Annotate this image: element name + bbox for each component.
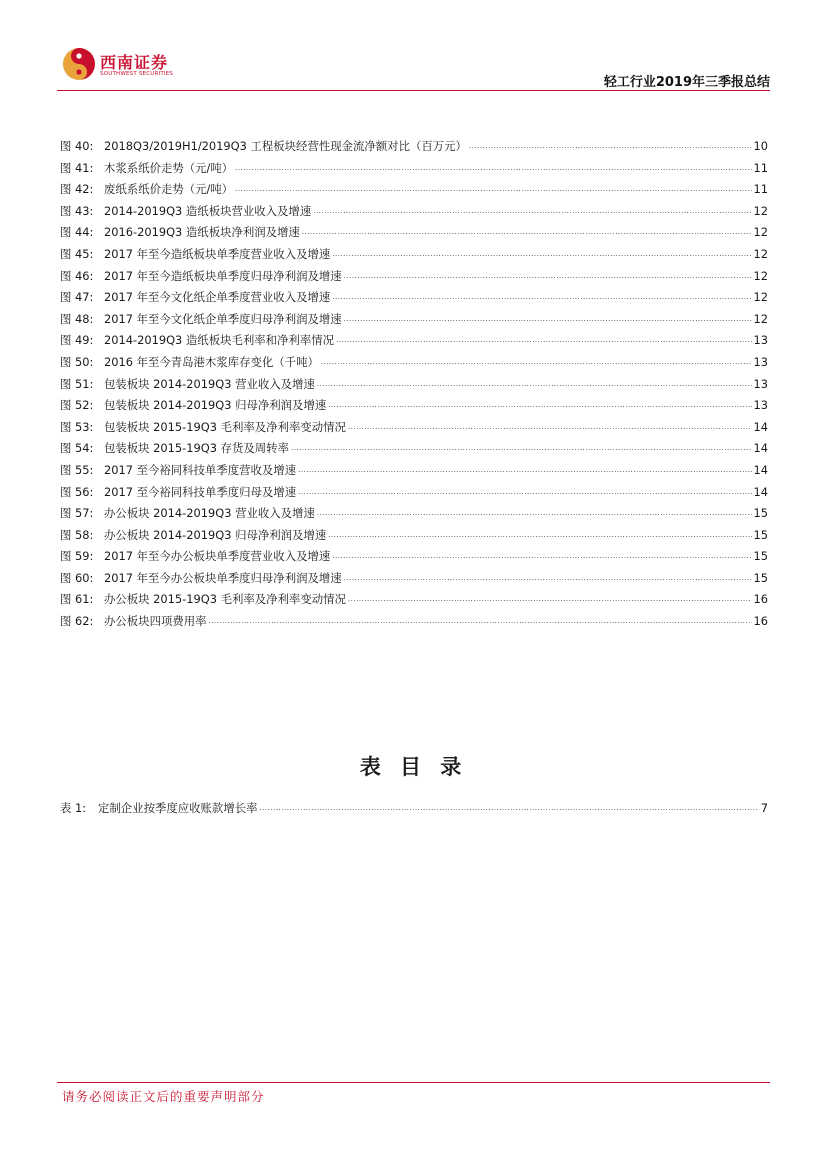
logo-text-cn: 西南证券 [100, 53, 169, 72]
toc-entry[interactable] [60, 311, 768, 333]
toc-entry[interactable] [60, 376, 768, 398]
toc-entry-title: 2017 年至今文化纸企单季度营业收入及增速 [104, 290, 331, 305]
toc-leader-dots [313, 202, 751, 216]
footer-divider [57, 1082, 770, 1083]
toc-entry-title: 包装板块 2014-2019Q3 营业收入及增速 [104, 376, 315, 391]
toc-entry[interactable] [60, 289, 768, 311]
toc-entry-title: 2017 年至今造纸板块单季度归母净利润及增速 [104, 268, 342, 283]
toc-entry-title: 包装板块 2014-2019Q3 归母净利润及增速 [104, 398, 327, 413]
toc-entry-number: 图 42: [60, 182, 94, 197]
toc-entry-number: 图 50: [60, 354, 94, 369]
toc-entry-number: 图 47: [60, 290, 94, 305]
toc-entry-number: 图 55: [60, 462, 94, 477]
toc-entry-title: 2017 至今裕同科技单季度归母及增速 [104, 484, 297, 499]
toc-entry-page: 15 [753, 570, 768, 585]
toc-entry-page: 11 [753, 182, 768, 197]
toc-entry[interactable] [60, 332, 768, 354]
toc-entry-page: 14 [753, 419, 768, 434]
toc-entry-title: 办公板块 2015-19Q3 毛利率及净利率变动情况 [104, 592, 346, 607]
toc-entry-number: 图 54: [60, 441, 94, 456]
toc-leader-dots [344, 267, 752, 281]
toc-entry-number: 图 46: [60, 268, 94, 283]
toc-leader-dots [348, 418, 752, 432]
toc-entry[interactable] [60, 246, 768, 268]
toc-entry[interactable] [60, 613, 768, 635]
toc-leader-dots [259, 799, 758, 813]
toc-entry-page: 10 [753, 139, 768, 153]
toc-entry-number: 图 45: [60, 246, 94, 261]
toc-entry[interactable] [60, 484, 768, 506]
toc-entry[interactable] [60, 354, 768, 376]
toc-entry-page: 14 [753, 462, 768, 477]
toc-entry-title: 办公板块四项费用率 [104, 614, 207, 629]
toc-entry[interactable] [60, 138, 768, 160]
toc-entry-title: 办公板块 2014-2019Q3 归母净利润及增速 [104, 527, 327, 542]
toc-leader-dots [328, 396, 751, 410]
toc-leader-dots [317, 375, 752, 389]
toc-entry[interactable] [60, 397, 768, 419]
toc-leader-dots [336, 331, 752, 345]
toc-entry-title: 包装板块 2015-19Q3 毛利率及净利率变动情况 [104, 419, 346, 434]
logo-text-en: SOUTHWEST SECURITIES [100, 71, 174, 77]
toc-entry-number: 图 61: [60, 592, 94, 607]
toc-entry[interactable] [60, 527, 768, 549]
toc-entry[interactable] [60, 800, 768, 822]
toc-entry-title: 2017 年至今办公板块单季度归母净利润及增速 [104, 570, 342, 585]
toc-entry[interactable] [60, 462, 768, 484]
toc-entry-title: 定制企业按季度应收账款增长率 [98, 801, 258, 815]
page-header [0, 0, 827, 95]
toc-entry-page: 11 [753, 160, 768, 175]
toc-entry-title: 木浆系纸价走势（元/吨） [104, 160, 234, 175]
toc-entry[interactable] [60, 505, 768, 527]
toc-leader-dots [302, 223, 752, 237]
toc-entry-page: 13 [753, 376, 768, 391]
toc-entry-number: 图 51: [60, 376, 94, 391]
toc-entry-page: 12 [753, 311, 768, 326]
toc-entry[interactable] [60, 419, 768, 441]
toc-entry-number: 图 44: [60, 225, 94, 240]
toc-entry-page: 7 [760, 801, 768, 815]
toc-entry-page: 16 [753, 592, 768, 607]
toc-entry-page: 12 [753, 225, 768, 240]
toc-leader-dots [298, 483, 751, 497]
toc-entry-number: 图 43: [60, 203, 94, 218]
toc-entry[interactable] [60, 268, 768, 290]
toc-entry-number: 图 48: [60, 311, 94, 326]
toc-entry[interactable] [60, 548, 768, 570]
toc-entry-title: 2017 至今裕同科技单季度营收及增速 [104, 462, 297, 477]
toc-entry-number: 图 57: [60, 506, 94, 521]
toc-leader-dots [469, 137, 752, 151]
toc-entry[interactable] [60, 591, 768, 613]
toc-entry-title: 办公板块 2014-2019Q3 营业收入及增速 [104, 506, 315, 521]
toc-entry-number: 图 56: [60, 484, 94, 499]
report-title: 轻工行业2019年三季报总结 [603, 75, 770, 90]
toc-entry-title: 2014-2019Q3 造纸板块毛利率和净利率情况 [104, 333, 334, 348]
toc-leader-dots [235, 180, 751, 194]
toc-entry-number: 图 52: [60, 398, 94, 413]
toc-entry[interactable] [60, 160, 768, 182]
toc-entry[interactable] [60, 570, 768, 592]
toc-leader-dots [209, 612, 752, 626]
toc-leader-dots [332, 245, 751, 259]
toc-entry-page: 12 [753, 268, 768, 283]
footer-disclaimer: 请务必阅读正文后的重要声明部分 [62, 1089, 265, 1104]
toc-entry-number: 图 49: [60, 333, 94, 348]
toc-entry-title: 2017 年至今造纸板块单季度营业收入及增速 [104, 246, 331, 261]
southwest-securities-logo-icon [62, 47, 96, 81]
toc-entry-number: 图 58: [60, 527, 94, 542]
figure-list [60, 138, 768, 635]
company-logo [62, 47, 172, 83]
toc-entry-title: 2016 年至今青岛港木浆库存变化（千吨） [104, 354, 319, 369]
toc-entry-page: 14 [753, 484, 768, 499]
toc-entry-number: 图 41: [60, 160, 94, 175]
toc-entry-page: 15 [753, 506, 768, 521]
toc-entry-title: 2014-2019Q3 造纸板块营业收入及增速 [104, 203, 312, 218]
toc-entry[interactable] [60, 181, 768, 203]
toc-entry-page: 15 [753, 527, 768, 542]
toc-entry-page: 12 [753, 203, 768, 218]
toc-leader-dots [291, 439, 752, 453]
toc-leader-dots [298, 461, 751, 475]
toc-leader-dots [344, 310, 752, 324]
toc-entry-title: 包装板块 2015-19Q3 存货及周转率 [104, 441, 289, 456]
header-divider [57, 90, 770, 91]
toc-entry-title: 2017 年至今文化纸企单季度归母净利润及增速 [104, 311, 342, 326]
toc-entry[interactable] [60, 440, 768, 462]
toc-entry-page: 13 [753, 398, 768, 413]
toc-entry-title: 2018Q3/2019H1/2019Q3 工程板块经营性现金流净额对比（百万元） [104, 139, 467, 153]
toc-entry-title: 废纸系纸价走势（元/吨） [104, 182, 234, 197]
toc-leader-dots [321, 353, 752, 367]
toc-leader-dots [328, 526, 751, 540]
toc-leader-dots [332, 288, 751, 302]
toc-entry-title: 2016-2019Q3 造纸板块净利润及增速 [104, 225, 300, 240]
toc-leader-dots [235, 159, 751, 173]
toc-entry-page: 14 [753, 441, 768, 456]
toc-entry-page: 13 [753, 354, 768, 369]
toc-leader-dots [344, 569, 752, 583]
toc-entry-page: 12 [753, 290, 768, 305]
toc-entry-page: 15 [753, 549, 768, 564]
toc-entry-number: 图 40: [60, 139, 94, 153]
toc-entry[interactable] [60, 203, 768, 225]
toc-leader-dots [332, 547, 751, 561]
toc-entry-number: 图 62: [60, 614, 94, 629]
toc-entry-title: 2017 年至今办公板块单季度营业收入及增速 [104, 549, 331, 564]
toc-leader-dots [317, 504, 752, 518]
toc-entry-number: 表 1: [60, 801, 87, 815]
toc-entry-page: 16 [753, 614, 768, 629]
toc-entry-number: 图 60: [60, 570, 94, 585]
toc-entry-number: 图 59: [60, 549, 94, 564]
toc-leader-dots [348, 590, 752, 604]
tables-heading: 表 目 录 [359, 754, 468, 779]
toc-entry-number: 图 53: [60, 419, 94, 434]
table-list [60, 800, 768, 822]
toc-entry-page: 13 [753, 333, 768, 348]
toc-entry-page: 12 [753, 246, 768, 261]
toc-entry[interactable] [60, 224, 768, 246]
